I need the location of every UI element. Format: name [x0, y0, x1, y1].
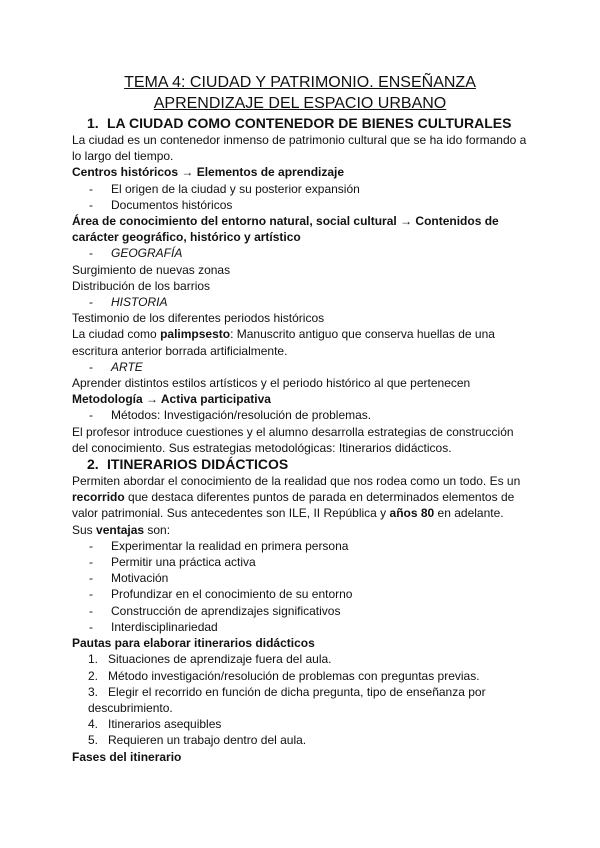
title-line-1: TEMA 4: CIUDAD Y PATRIMONIO. ENSEÑANZA: [124, 74, 476, 91]
fases-heading: Fases del itinerario: [72, 749, 182, 764]
list-item: - Experimentar la realidad en primera persona: [89, 538, 349, 553]
numbered-item: 1. Situaciones de aprendizaje fuera del aula.: [88, 652, 332, 667]
list-item: - Permitir una práctica activa: [89, 555, 256, 570]
area-heading: Área de conocimiento del entorno natural, social cultural → Contenidos de carácter geográfico, histórico y artístico: [72, 214, 499, 245]
section-1-intro: La ciudad es un contenedor inmenso de patrimonio cultural que se ha ido formando a lo largo del tiempo.: [72, 133, 527, 164]
historia-label: - HISTORIA: [89, 295, 168, 310]
itinerarios-paragraph: Permiten abordar el conocimiento de la realidad que nos rodea como un todo. Es un recorrido que destaca diferentes puntos de parada en determinados elementos de valor patrimonial. Sus antecedentes son ILE, II República y años 80 en adelante.: [72, 474, 521, 521]
section-1-number: 1.: [87, 115, 99, 131]
centros-heading: Centros históricos → Elementos de aprendizaje: [72, 165, 345, 180]
pautas-heading: Pautas para elaborar itinerarios didácticos: [72, 636, 315, 651]
list-item: - Construcción de aprendizajes significativos: [89, 603, 341, 618]
list-item: - Profundizar en el conocimiento de su entorno: [89, 587, 353, 602]
profesor-paragraph: El profesor introduce cuestiones y el alumno desarrolla estrategias de construcción del conocimiento. Sus estrategias metodológicas: Itinerarios didácticos.: [72, 424, 514, 455]
title-line-2: APRENDIZAJE DEL ESPACIO URBANO: [153, 95, 447, 112]
ventajas-intro: Sus ventajas son:: [72, 522, 171, 537]
list-item: - Interdisciplinariedad: [89, 619, 218, 634]
list-item: - Métodos: Investigación/resolución de problemas.: [89, 408, 372, 423]
metodologia-heading: Metodología → Activa participativa: [72, 392, 271, 407]
list-item: - El origen de la ciudad y su posterior expansión: [89, 181, 360, 196]
arte-label: - ARTE: [89, 359, 143, 374]
numbered-item: 3. Elegir el recorrido en función de dicha pregunta, tipo de enseñanza por: [88, 684, 486, 699]
palimpsesto-paragraph: La ciudad como palimpsesto: Manuscrito antiguo que conserva huellas de una escritura anterior borrada artificialmente.: [72, 327, 495, 358]
historia-line: Testimonio de los diferentes periodos históricos: [72, 311, 325, 326]
numbered-item: 5. Requieren un trabajo dentro del aula.: [88, 733, 307, 748]
section-1-title: LA CIUDAD COMO CONTENEDOR DE BIENES CULTURALES: [107, 115, 512, 131]
section-2-heading: [72, 456, 532, 473]
arte-line: Aprender distintos estilos artísticos y el periodo histórico al que pertenecen: [72, 376, 471, 391]
geo-line: Distribución de los barrios: [72, 278, 211, 293]
section-2-number: 2.: [87, 456, 99, 473]
geo-line: Surgimiento de nuevas zonas: [72, 262, 231, 277]
numbered-item: 4. Itinerarios asequibles: [88, 717, 222, 732]
numbered-item: 2. Método investigación/resolución de problemas con preguntas previas.: [88, 668, 480, 683]
list-item: - Documentos históricos: [89, 197, 233, 212]
section-1-heading: [72, 115, 532, 132]
list-item: - Motivación: [89, 571, 169, 586]
geografia-label: - GEOGRAFÍA: [89, 246, 183, 261]
numbered-item-continuation: descubrimiento.: [88, 700, 173, 715]
document-body: [72, 115, 532, 765]
section-2-title: ITINERARIOS DIDÁCTICOS: [107, 456, 289, 473]
